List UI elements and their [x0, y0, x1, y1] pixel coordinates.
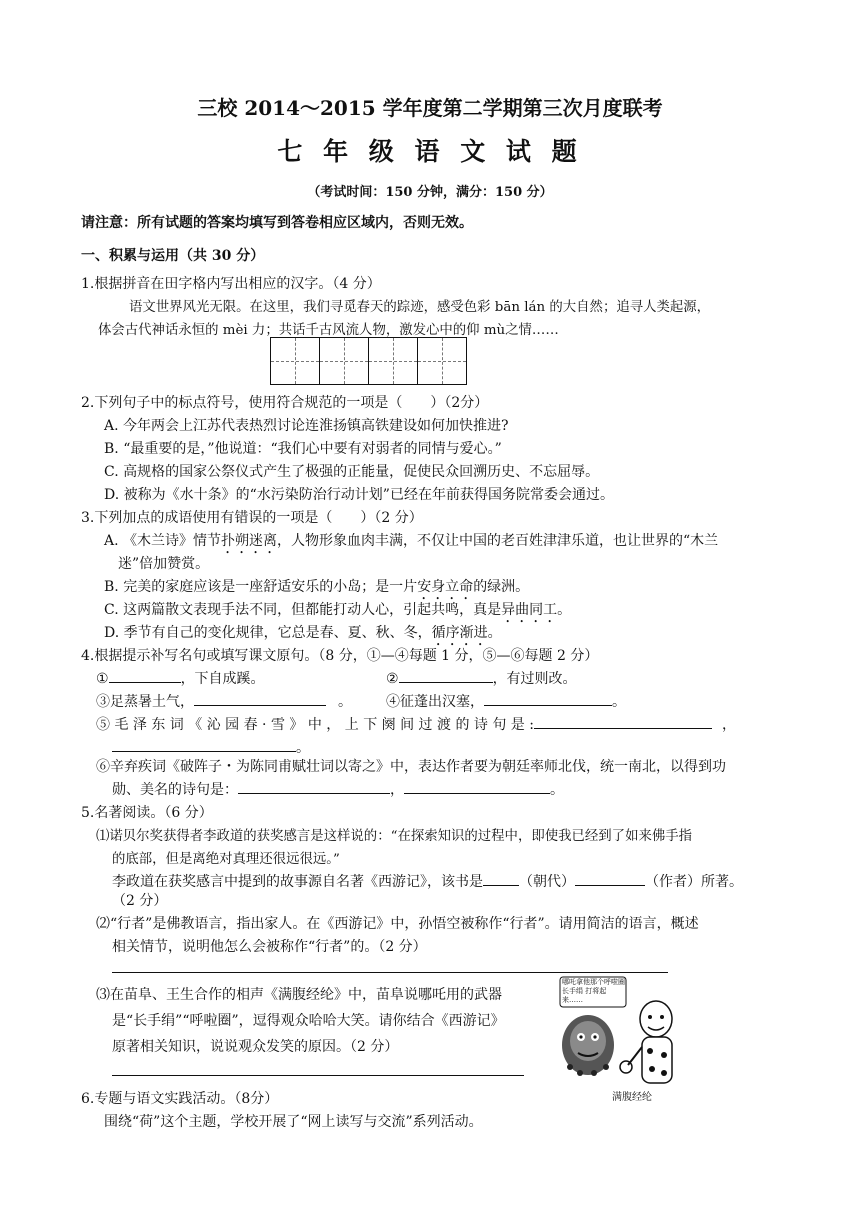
exam-subtitle: 七 年 级 语 文 试 题 — [277, 137, 583, 166]
q4-item6-end: 。 — [550, 782, 564, 798]
q3-a-post: ，人物形象血肉丰满，不仅让中国的老百姓津津乐道，也让世界的“木兰 — [277, 533, 719, 549]
answer-blank[interactable] — [404, 779, 550, 794]
q3-b-dotted-idiom: 安身立命 — [417, 579, 474, 595]
answer-blank[interactable] — [238, 779, 390, 794]
q5-part3-line3: 原著相关知识，说说观众发笑的原因。（2 分） — [112, 1039, 399, 1055]
q4-item6-line2 — [112, 779, 564, 799]
exam-time: （考试时间：150 分钟，满分：150 分） — [307, 185, 553, 200]
q5-part1-dynasty: （朝代） — [519, 874, 575, 890]
q4-item6-mid: ， — [390, 782, 404, 798]
q4-item2-text: ，有过则改。 — [492, 671, 577, 687]
q4-item5-end: 。 — [296, 740, 310, 756]
q5-stem: 5.名著阅读。（6 分） — [81, 805, 213, 821]
section-heading: 一、积累与运用（共 30 分） — [81, 248, 265, 264]
answer-blank[interactable] — [575, 871, 645, 886]
q2-option-c: C. 高规格的国家公祭仪式产生了极强的正能量，促使民众回溯历史、不忘屈辱。 — [104, 464, 600, 480]
q4-item5 — [96, 714, 736, 734]
q5-part1-score: （2 分） — [112, 893, 168, 909]
answer-blank[interactable] — [109, 668, 181, 683]
q4-item1-num: ① — [96, 671, 109, 687]
q4-item1-text: ，下自成蹊。 — [180, 671, 265, 687]
q1-stem: 1.根据拼音在田字格内写出相应的汉字。（4 分） — [81, 276, 381, 292]
q4-item3-text: ③足蒸暑土气， — [96, 694, 194, 710]
q2-option-a: A. 今年两会上江苏代表热烈讨论连淮扬镇高铁建设如何加快推进? — [104, 418, 509, 434]
q3-d-dotted-idiom: 循序渐进 — [431, 625, 488, 641]
q5-part1-text: 李政道在获奖感言中提到的故事源自名著《西游记》，该书是 — [112, 874, 483, 890]
answer-blank[interactable] — [483, 871, 519, 886]
q3-c-dotted-idiom: 异曲同工 — [501, 602, 558, 618]
q4-item2-num: ② — [386, 671, 399, 687]
answer-blank[interactable] — [194, 691, 326, 706]
q4-item4 — [386, 691, 626, 711]
notice: 请注意：所有试题的答案均填写到答卷相应区域内，否则无效。 — [81, 215, 473, 231]
grid-cell[interactable] — [319, 337, 369, 385]
q4-item5-comma: ， — [721, 717, 736, 733]
q2-option-d: D. 被称为《水十条》的“水污染防治行动计划”已经在年前获得国务院常委会通过。 — [104, 487, 614, 503]
tianzige-grid — [271, 337, 467, 385]
grid-cell[interactable] — [368, 337, 418, 385]
grid-cell[interactable] — [270, 337, 320, 385]
q5-part1-line1: ⑴诺贝尔奖获得者李政道的获奖感言是这样说的：“在探索知识的过程中，即使我已经到了如来佛手指 — [96, 829, 693, 844]
answer-line[interactable] — [112, 1075, 524, 1076]
q1-text-line2: 体会古代神话永恒的 mèi 力；共话千古风流人物，激发心中的仰 mù之情…… — [98, 323, 559, 338]
grid-cell[interactable] — [417, 337, 467, 385]
q5-part1-line2: 的底部，但是离绝对真理还很远很远。” — [112, 852, 340, 867]
q3-option-a-cont: 迷”倍加赞赏。 — [118, 556, 210, 572]
q4-item3 — [96, 691, 352, 711]
q2-stem: 2.下列句子中的标点符号，使用符合规范的一项是（ ）（2分） — [81, 395, 489, 411]
q5-part2-line1: ⑵“行者”是佛教语言，指出家人。在《西游记》中，孙悟空被称作“行者”。请用简洁的语言，概述 — [96, 916, 699, 932]
answer-line[interactable] — [112, 972, 668, 973]
answer-blank[interactable] — [484, 691, 612, 706]
q3-a-pre: A. 《木兰诗》情节 — [104, 533, 222, 549]
exam-title: 三校 2014～2015 学年度第二学期第三次月度联考 — [197, 96, 663, 120]
q4-item4-text: ④征蓬出汉塞， — [386, 694, 484, 710]
q5-part1-line3 — [112, 871, 743, 891]
q3-stem: 3.下列加点的成语使用有错误的一项是（ ）（2 分） — [81, 510, 423, 526]
answer-blank[interactable] — [112, 737, 296, 752]
q3-c-post: 。 — [557, 602, 572, 618]
q4-item5-cont — [112, 737, 310, 757]
q3-b-post: 的绿洲。 — [473, 579, 530, 595]
cartoon-speech-bubble: 哪吒拿他那个呼啦圈 长手绢 打将起来…… — [562, 978, 625, 1004]
q5-part3-line2: 是“长手绢”“呼啦圈”，逗得观众哈哈大笑。请你结合《西游记》 — [112, 1013, 505, 1029]
q3-d-pre: D. 季节有自己的变化规律，它总是春、夏、秋、冬， — [104, 625, 432, 641]
q5-part1-author: （作者）所著。 — [645, 874, 743, 890]
q4-item5-text: ⑤ 毛 泽 东 词 《 沁 园 春 · 雪 》 中 ， 上 下 阕 间 过 渡 的 诗 句 是 : — [96, 717, 534, 733]
q4-item6-line1: ⑥辛弃疾词《破阵子・为陈同甫赋壮词以寄之》中，表达作者要为朝廷率师北伐，统一南北，以得到功 — [96, 759, 726, 775]
q5-part2-line2: 相关情节，说明他怎么会被称作“行者”的。（2 分） — [112, 939, 427, 955]
q3-a-dotted-idiom: 扑朔迷离 — [221, 533, 278, 549]
q4-item1 — [96, 668, 265, 688]
q4-item2 — [386, 668, 577, 688]
cartoon-caption: 满腹经纶 — [612, 1092, 652, 1103]
q6-text: 围绕“荷”这个主题，学校开展了“网上读写与交流”系列活动。 — [104, 1114, 483, 1130]
q2-option-b: B. “最重要的是，”他说道：“我们心中要有对弱者的同情与爱心。” — [104, 441, 502, 457]
q5-part3-line1: ⑶在苗阜、王生合作的相声《满腹经纶》中，苗阜说哪吒用的武器 — [96, 987, 502, 1003]
q4-item4-end: 。 — [612, 694, 626, 710]
answer-blank[interactable] — [399, 668, 493, 683]
q3-b-pre: B. 完美的家庭应该是一座舒适安乐的小岛；是一片 — [104, 579, 418, 595]
answer-blank[interactable] — [534, 714, 712, 729]
cartoon-illustration — [558, 975, 688, 1090]
q6-stem: 6.专题与语文实践活动。（8分） — [81, 1091, 279, 1107]
q4-item3-end: 。 — [338, 694, 352, 710]
q1-text-line1: 语文世界风光无限。在这里，我们寻觅春天的踪迹，感受色彩 bān lán 的大自然；追寻人类起源， — [129, 300, 711, 315]
q3-c-pre: C. 这两篇散文表现手法不同，但都能打动人心，引起共鸣，真是 — [104, 602, 502, 618]
q4-item6-text: 勋、美名的诗句是： — [112, 782, 238, 798]
q3-d-post: 。 — [487, 625, 502, 641]
q4-stem: 4.根据提示补写名句或填写课文原句。（8 分，①—④每题 1 分，⑤—⑥每题 2 分） — [81, 648, 599, 664]
left-figure-icon — [562, 1015, 614, 1076]
right-figure-icon — [620, 1001, 672, 1083]
